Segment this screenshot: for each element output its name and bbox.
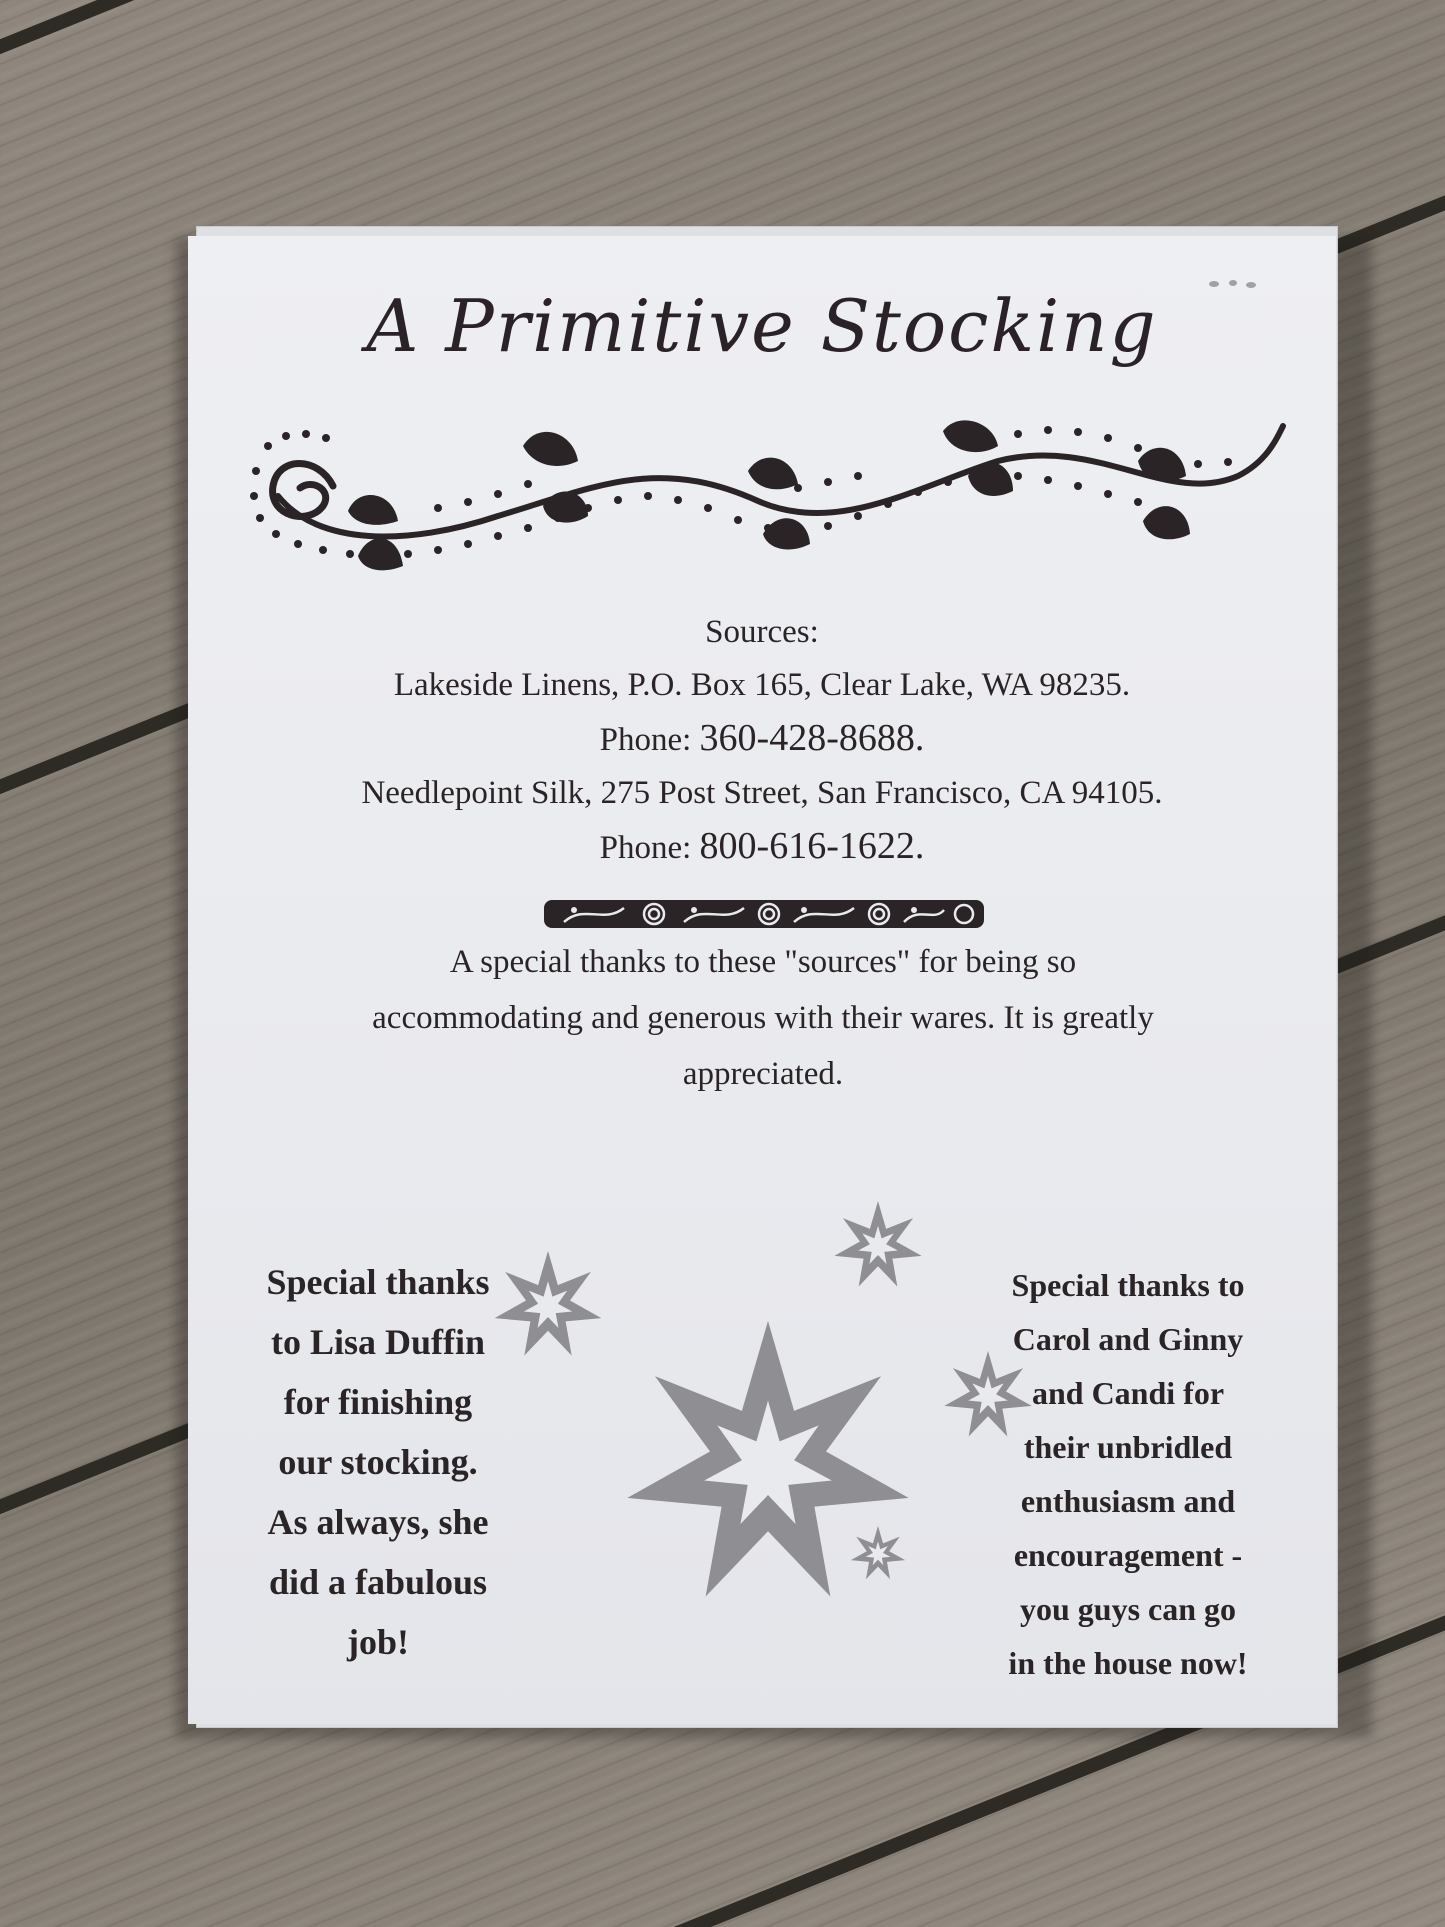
thanks-line: A special thanks to these "sources" for being so [449,944,1077,980]
carol-ginny-candi-thanks-note [963,1258,1293,1690]
thanks-line: appreciated. [682,1056,844,1092]
note-line: their unbridled [1023,1429,1233,1465]
document-page [188,236,1336,1724]
note-line: for finishing [283,1382,473,1422]
sources-heading: Sources: [705,614,819,650]
source-2-address: Needlepoint Silk, 275 Post Street, San Francisco, CA 94105. [361,775,1163,811]
top-star-icon [834,1201,921,1287]
note-line: in the house now! [1008,1645,1248,1681]
tiny-star-icon [851,1526,905,1579]
note-line: Special thanks [266,1262,490,1302]
source-1-address: Lakeside Linens, P.O. Box 165, Clear Lake, WA 98235. [393,667,1131,703]
lisa-thanks-note [218,1252,538,1672]
thanks-line: accommodating and generous with their wares. It is greatly [372,1000,1154,1036]
source-2-phone: 800-616-1622. [699,825,925,867]
note-line: enthusiasm and [1020,1483,1236,1519]
note-line: encouragement - [1013,1537,1243,1573]
note-line: to Lisa Duffin [270,1322,486,1362]
source-1-phone: 360-428-8688. [699,717,925,759]
note-line: As always, she [267,1502,489,1542]
note-line: you guys can go [1019,1591,1237,1627]
note-line: Special thanks to [1011,1267,1245,1303]
note-line: and Candi for [1031,1375,1225,1411]
source-2-phone-label: Phone: [599,830,692,866]
source-1-phone-label: Phone: [599,722,692,758]
note-line: our stocking. [278,1442,478,1482]
document-title: A Primitive Stocking [366,284,1158,368]
note-line: job! [347,1622,409,1662]
plank-gap [0,0,1445,133]
note-line: Carol and Ginny [1012,1321,1244,1357]
note-line: did a fabulous [268,1562,488,1602]
